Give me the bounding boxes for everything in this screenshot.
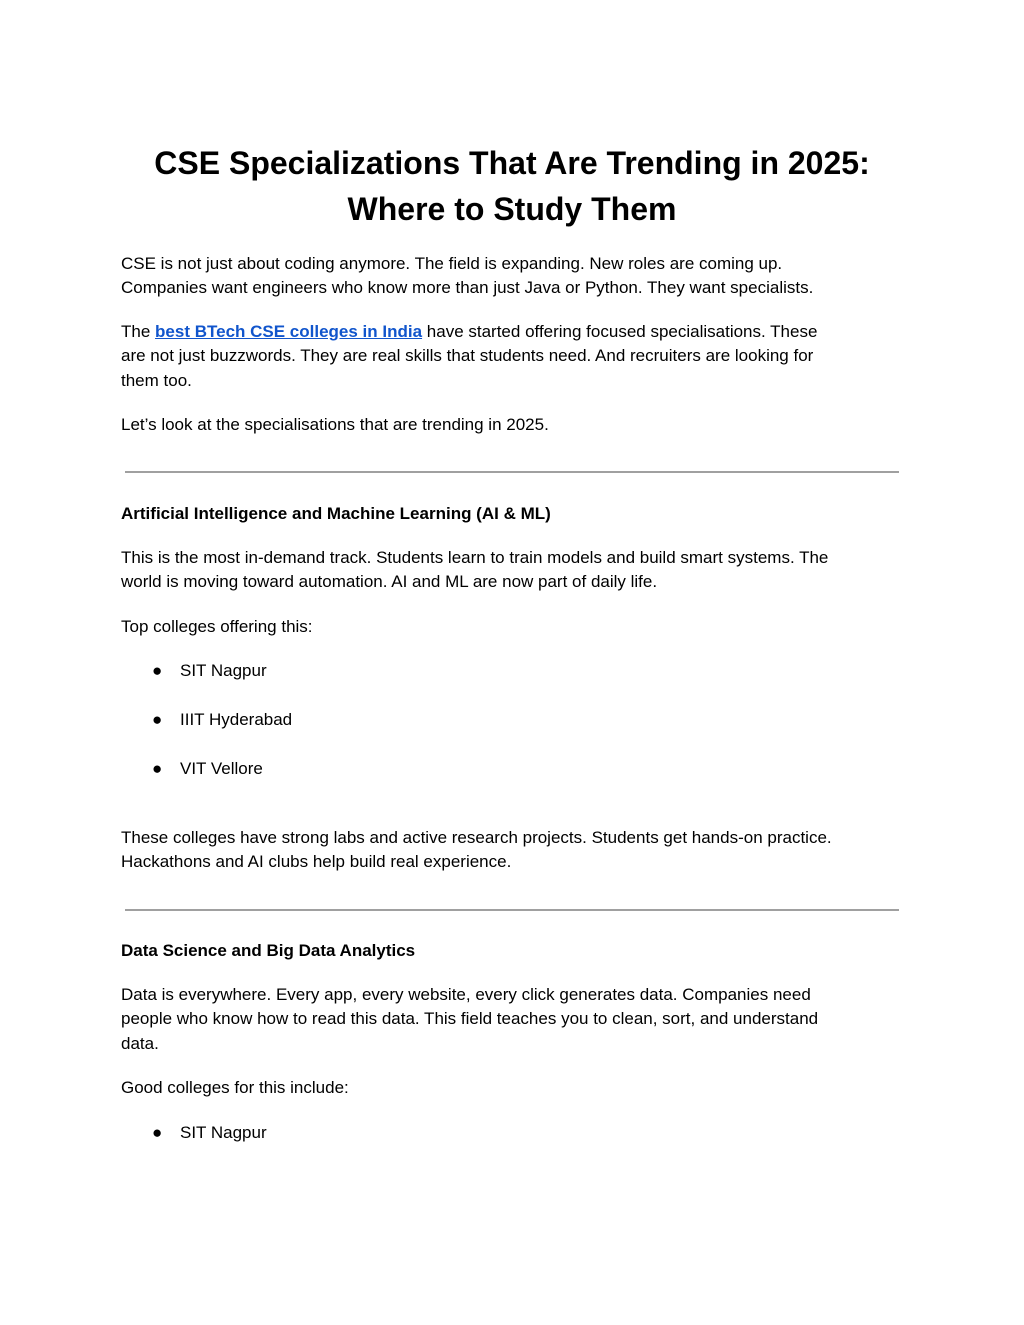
bullet-icon: ● bbox=[152, 759, 163, 778]
intro-paragraph-2 bbox=[121, 320, 911, 393]
title-line-2: Where to Study Them bbox=[347, 191, 677, 227]
intro-p2-line-2: are not just buzzwords. They are real skills that students need. And recruiters are looking for bbox=[121, 346, 814, 366]
college-name: VIT Vellore bbox=[180, 759, 263, 778]
best-btech-cse-colleges-link[interactable]: best BTech CSE colleges in India bbox=[155, 322, 423, 341]
horizontal-divider-1 bbox=[125, 471, 899, 473]
ai-ml-list-intro: Top colleges offering this: bbox=[121, 617, 313, 636]
bullet-icon: ● bbox=[152, 710, 163, 729]
list-item bbox=[152, 1121, 267, 1145]
data-science-list-intro: Good colleges for this include: bbox=[121, 1078, 349, 1097]
ai-ml-closing-line-2: Hackathons and AI clubs help build real experience. bbox=[121, 852, 512, 872]
section-ai-ml-heading: Artificial Intelligence and Machine Learning (AI & ML) bbox=[121, 504, 551, 523]
title-line-1: CSE Specializations That Are Trending in 2025: bbox=[154, 145, 870, 181]
intro-paragraph-1 bbox=[121, 252, 911, 301]
intro-p1-line-2: Companies want engineers who know more than just Java or Python. They want specialists. bbox=[121, 278, 814, 298]
ds-desc-line-1: Data is everywhere. Every app, every website, every click generates data. Companies need bbox=[121, 985, 811, 1004]
ds-desc-line-3: data. bbox=[121, 1033, 159, 1053]
intro-p2-line-3: them too. bbox=[121, 370, 192, 390]
intro-p1-line-1: CSE is not just about coding anymore. The field is expanding. New roles are coming up. bbox=[121, 254, 783, 273]
ds-desc-line-2: people who know how to read this data. This field teaches you to clean, sort, and understand bbox=[121, 1009, 819, 1029]
intro-p2-rest: have started offering focused specialisations. These bbox=[422, 322, 818, 341]
ai-ml-closing-line-1: These colleges have strong labs and active research projects. Students get hands-on practice. bbox=[121, 828, 832, 847]
section-data-science-description bbox=[121, 983, 911, 1056]
college-name: IIIT Hyderabad bbox=[180, 710, 293, 729]
college-name: SIT Nagpur bbox=[180, 661, 267, 680]
intro-paragraph-3: Let’s look at the specialisations that are trending in 2025. bbox=[121, 415, 549, 434]
section-ai-ml-closing bbox=[121, 826, 911, 875]
bullet-icon: ● bbox=[152, 1123, 163, 1142]
horizontal-divider-2 bbox=[125, 909, 899, 911]
list-item bbox=[152, 757, 263, 781]
ai-ml-desc-line-1: This is the most in-demand track. Students learn to train models and build smart systems. The bbox=[121, 548, 829, 567]
intro-p2-prefix: The bbox=[121, 322, 156, 341]
section-data-science-heading: Data Science and Big Data Analytics bbox=[121, 941, 416, 960]
list-item bbox=[152, 708, 292, 732]
list-item bbox=[152, 659, 267, 683]
page-title bbox=[0, 140, 1024, 232]
college-name: SIT Nagpur bbox=[180, 1123, 267, 1142]
section-ai-ml-description bbox=[121, 546, 911, 595]
bullet-icon: ● bbox=[152, 661, 163, 680]
ai-ml-desc-line-2: world is moving toward automation. AI and ML are now part of daily life. bbox=[121, 572, 658, 592]
